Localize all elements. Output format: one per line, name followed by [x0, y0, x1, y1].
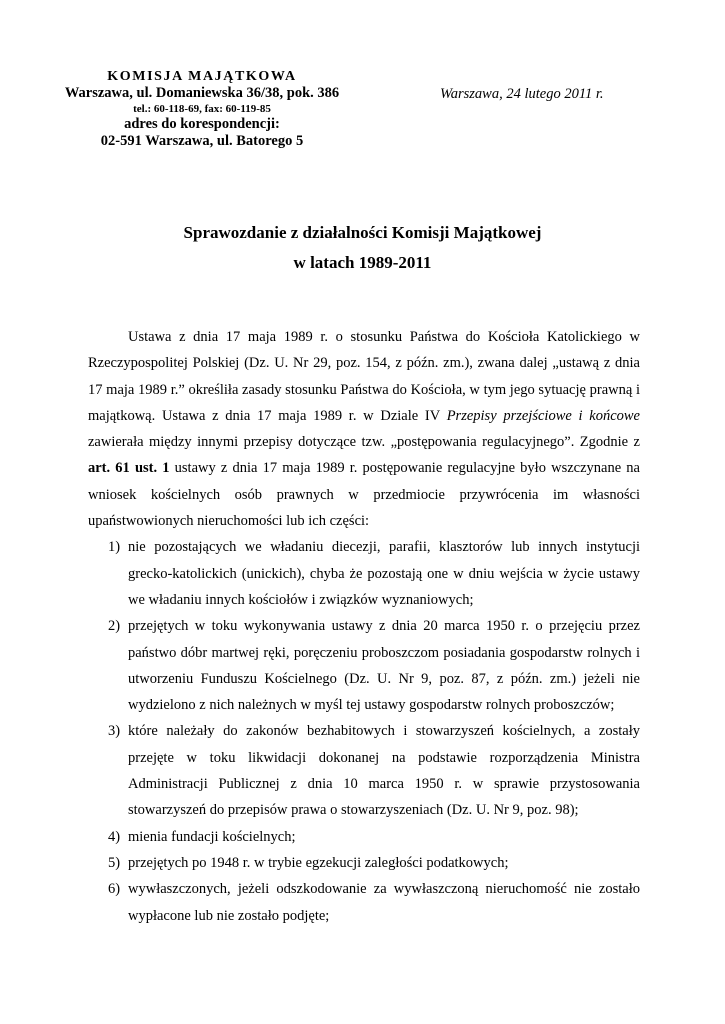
- item-number: 4): [108, 828, 121, 845]
- organization-address: Warszawa, ul. Domaniewska 36/38, pok. 386: [64, 85, 340, 101]
- article-reference: art. 61 ust. 1: [88, 460, 170, 477]
- item-text: przejętych po 1948 r. w trybie egzekucji zaległości podatkowych;: [128, 854, 509, 871]
- document-title: Sprawozdanie z działalności Komisji Majątkowej: [183, 223, 542, 242]
- item-number: 6): [108, 881, 121, 898]
- item-number: 2): [108, 618, 121, 635]
- list-item: [88, 613, 640, 718]
- intro-paragraph: [88, 324, 640, 534]
- intro-text-end: ustawy z dnia 17 maja 1989 r. postępowanie regulacyjne było wszczynane na wniosek kościelnych osób prawnych w przedmiocie przywrócenia im własności upaństwowionych nieruchomości lub ich części:: [88, 460, 640, 530]
- correspondence-address: 02-591 Warszawa, ul. Batorego 5: [100, 133, 304, 149]
- list-item: [88, 534, 640, 613]
- letterhead: [52, 68, 352, 150]
- item-text: przejętych w toku wykonywania ustawy z dnia 20 marca 1950 r. o przejęciu przez państwo dóbr martwej ręki, poręczeniu proboszczom posiadania gospodarstw rolnych i utworzeniu Funduszu Kościelnego (Dz. U. Nr 9, poz. 87, z późn. zm.) jeżeli nie wydzielono z nich należnych w myśl tej ustawy gospodarstw rolnych proboszczów;: [128, 618, 640, 714]
- document-date: Warszawa, 24 lutego 2011 r.: [440, 86, 604, 102]
- document-body: [88, 324, 640, 929]
- list-item: [88, 850, 640, 876]
- list-item: [88, 824, 640, 850]
- phone-fax: tel.: 60-118-69, fax: 60-119-85: [133, 103, 271, 115]
- item-number: 5): [108, 854, 121, 871]
- correspondence-label: adres do korespondencji:: [124, 116, 280, 132]
- regulation-items-list: [88, 534, 640, 928]
- item-text: które należały do zakonów bezhabitowych i stowarzyszeń kościelnych, a zostały przejęte w toku likwidacji dokonanej na podstawie rozporządzenia Ministra Administracji Publicznej z dnia 10 marca 1950 r. w sprawie przystosowania stowarzyszeń do przepisów prawa o stowarzyszeniach (Dz. U. Nr 9, poz. 98);: [128, 723, 640, 819]
- item-number: 1): [108, 539, 121, 556]
- document-subtitle: w latach 1989-2011: [293, 253, 432, 272]
- item-text: wywłaszczonych, jeżeli odszkodowanie za wywłaszczoną nieruchomość nie zostało wypłacone lub nie zostało podjęte;: [128, 881, 640, 924]
- list-item: [88, 718, 640, 823]
- organization-name: KOMISJA MAJĄTKOWA: [107, 69, 297, 84]
- list-item: [88, 876, 640, 929]
- item-number: 3): [108, 723, 121, 740]
- intro-text-continued: zawierała między innymi przepisy dotyczące tzw. „postępowania regulacyjnego”. Zgodnie z: [88, 434, 640, 451]
- item-text: mienia fundacji kościelnych;: [128, 828, 296, 845]
- chapter-title-italic: Przepisy przejściowe i końcowe: [446, 407, 640, 424]
- intro-text: Ustawa z dnia 17 maja 1989 r. o stosunku Państwa do Kościoła Katolickiego w Rzeczypospolitej Polskiej (Dz. U. Nr 29, poz. 154, z późn. zm.), zwana dalej „ustawą z dnia 17 maja 1989 r.” określiła zasady stosunku Państwa do Kościoła, w tym jego sytuację prawną i majątkową. Ustawa z dnia 17 maja 1989 r. w Dziale IV: [88, 329, 640, 424]
- item-text: nie pozostających we władaniu diecezji, parafii, klasztorów lub innych instytucji grecko-katolickich (unickich), chyba że pozostają one w dniu wejścia w życie ustawy we władaniu innych kościołów i związków wyznaniowych;: [128, 539, 640, 608]
